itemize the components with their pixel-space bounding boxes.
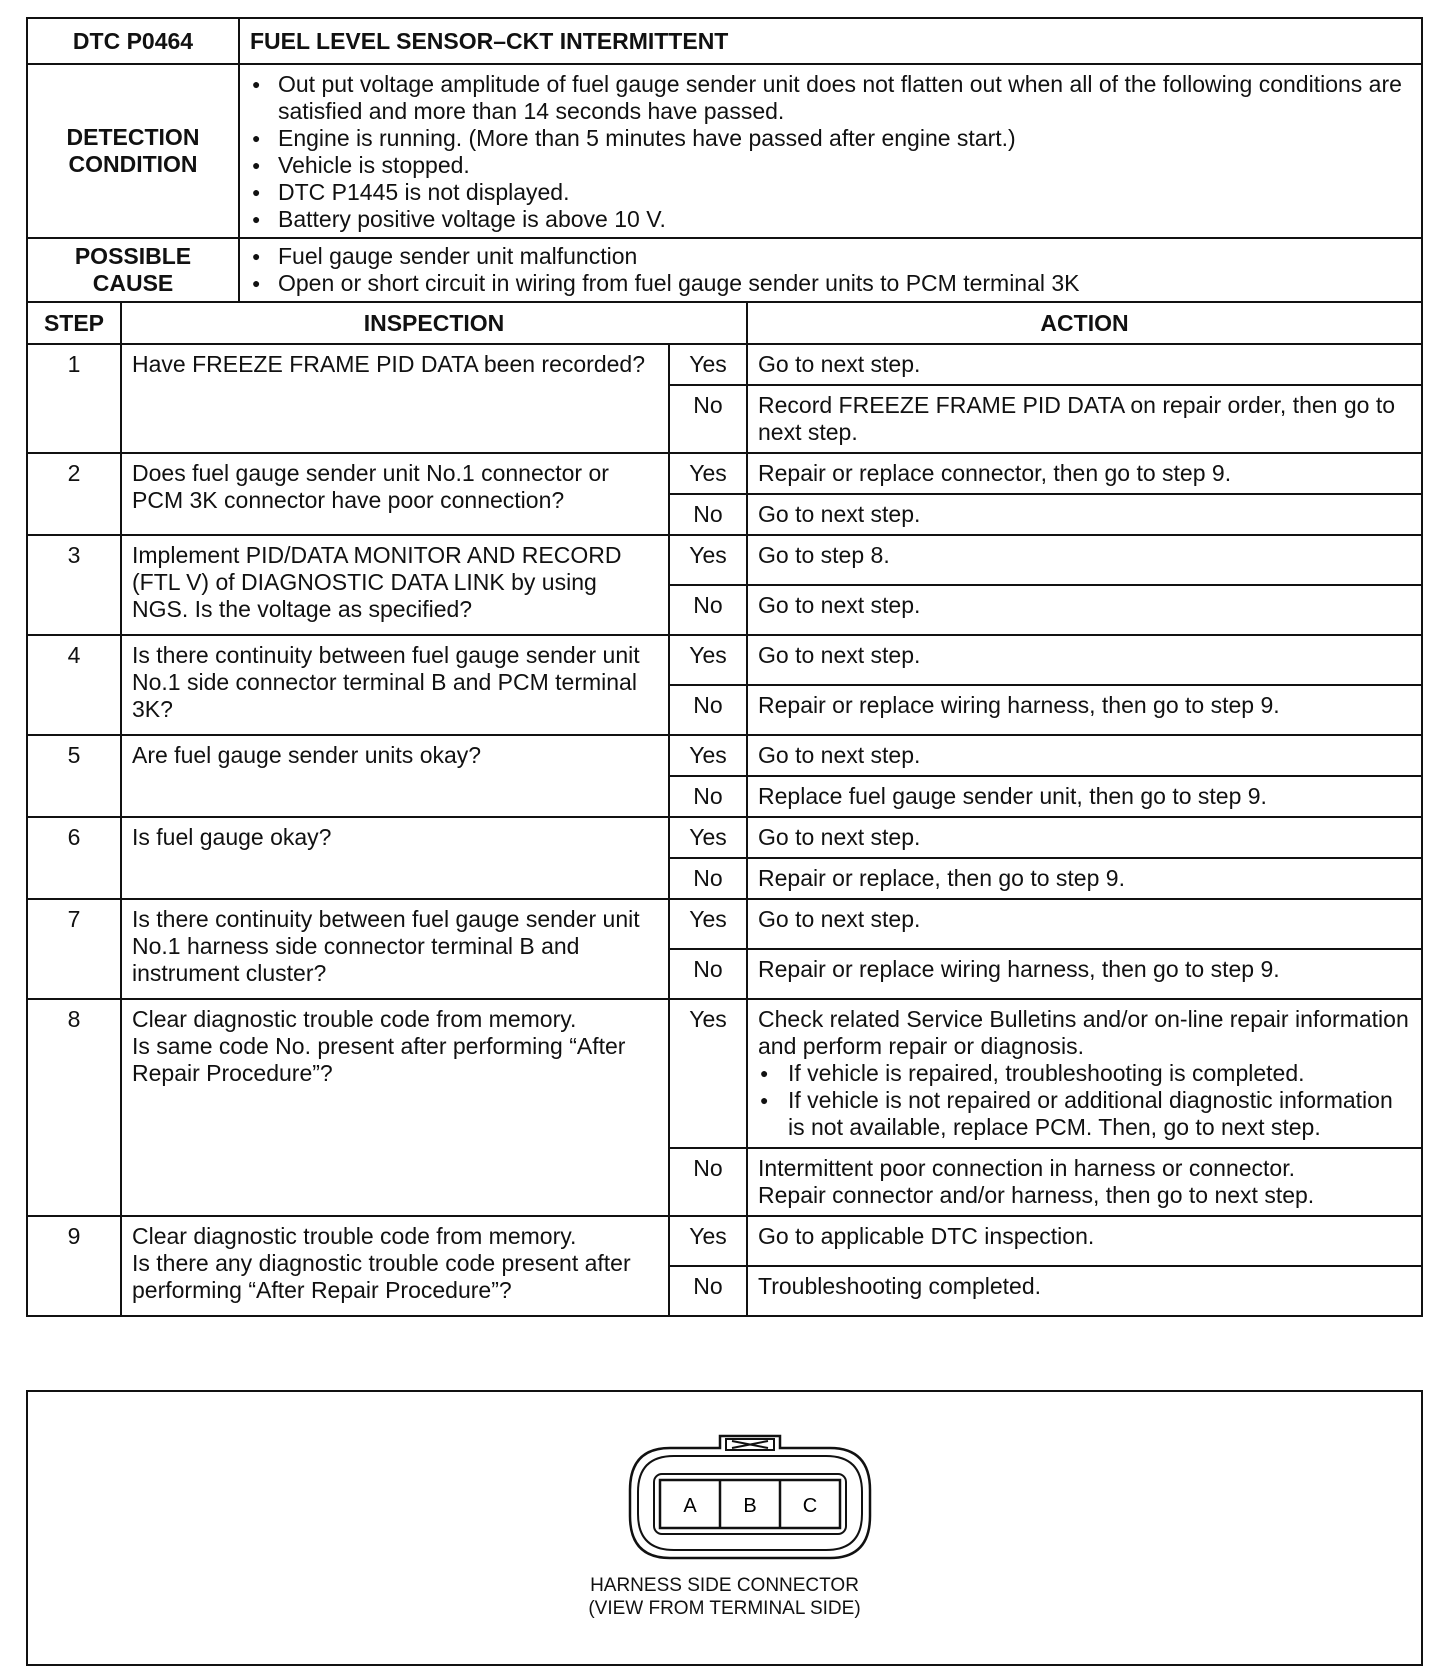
step-number: 9 <box>27 1216 121 1316</box>
yes-label: Yes <box>669 1216 747 1266</box>
detection-item: ● Battery positive voltage is above 10 V. <box>240 206 1411 233</box>
no-label: No <box>669 858 747 899</box>
detection-item: ● Engine is running. (More than 5 minutes have passed after engine start.) <box>240 125 1411 152</box>
step-inspection: Clear diagnostic trouble code from memory. Is there any diagnostic trouble code present after performing “After Repair Procedure”? <box>121 1216 669 1316</box>
terminal-c: C <box>802 1495 818 1517</box>
no-label: No <box>669 585 747 635</box>
yes-action: Go to next step. <box>747 899 1422 949</box>
no-action: Intermittent poor connection in harness or connector. Repair connector and/or harness, then go to next step. <box>747 1148 1422 1216</box>
harness-connector-diagram <box>620 1428 880 1578</box>
no-action: Go to next step. <box>747 494 1422 535</box>
no-label: No <box>669 385 747 453</box>
yes-label: Yes <box>669 635 747 685</box>
cause-item: ● Open or short circuit in wiring from fuel gauge sender units to PCM terminal 3K <box>240 270 1411 297</box>
detection-label: DETECTION CONDITION <box>27 64 239 238</box>
column-inspection: INSPECTION <box>121 302 747 344</box>
table-row <box>27 817 1422 858</box>
yes-label: Yes <box>669 344 747 385</box>
yes-action: Go to next step. <box>747 817 1422 858</box>
dtc-row <box>27 18 1422 64</box>
step-number: 3 <box>27 535 121 635</box>
yes-action: Check related Service Bulletins and/or on-line repair information and perform repair or diagnosis. ● If vehicle is repaired, troubleshooting is completed. ● If vehicle is not repaired or additional diagnostic information is not available, replace PCM. Then, go to next step. <box>747 999 1422 1148</box>
step-inspection: Clear diagnostic trouble code from memory. Is same code No. present after performing “After Repair Procedure”? <box>121 999 669 1216</box>
no-action: Repair or replace wiring harness, then go to step 9. <box>747 949 1422 999</box>
no-action: Go to next step. <box>747 585 1422 635</box>
table-row <box>27 635 1422 685</box>
cause-row <box>27 238 1422 302</box>
yes-action: Repair or replace connector, then go to step 9. <box>747 453 1422 494</box>
detection-item: ● Out put voltage amplitude of fuel gauge sender unit does not flatten out when all of the following conditions are satisfied and more than 14 seconds have passed. <box>240 71 1411 125</box>
detection-row <box>27 64 1422 238</box>
step-inspection: Is fuel gauge okay? <box>121 817 669 899</box>
cause-label: POSSIBLE CAUSE <box>27 238 239 302</box>
dtc-code: DTC P0464 <box>27 18 239 64</box>
step-inspection: Is there continuity between fuel gauge sender unit No.1 side connector terminal B and PCM terminal 3K? <box>121 635 669 735</box>
detection-item: ● DTC P1445 is not displayed. <box>240 179 1411 206</box>
inspection-steps-table <box>26 301 1423 1317</box>
step-inspection: Does fuel gauge sender unit No.1 connector or PCM 3K connector have poor connection? <box>121 453 669 535</box>
terminal-a: A <box>683 1495 697 1517</box>
no-label: No <box>669 1148 747 1216</box>
no-label: No <box>669 494 747 535</box>
action-bullet: ● If vehicle is not repaired or additional diagnostic information is not available, replace PCM. Then, go to next step. <box>758 1087 1411 1141</box>
yes-label: Yes <box>669 535 747 585</box>
yes-label: Yes <box>669 899 747 949</box>
action-bullet: ● If vehicle is repaired, troubleshooting is completed. <box>758 1060 1411 1087</box>
step-inspection: Have FREEZE FRAME PID DATA been recorded? <box>121 344 669 453</box>
step-inspection: Is there continuity between fuel gauge sender unit No.1 harness side connector terminal B and instrument cluster? <box>121 899 669 999</box>
no-label: No <box>669 685 747 735</box>
dtc-header-table <box>26 17 1423 303</box>
steps-header-row <box>27 302 1422 344</box>
step-number: 1 <box>27 344 121 453</box>
no-label: No <box>669 1266 747 1316</box>
step-inspection: Are fuel gauge sender units okay? <box>121 735 669 817</box>
no-action: Repair or replace wiring harness, then go to step 9. <box>747 685 1422 735</box>
step-number: 6 <box>27 817 121 899</box>
yes-label: Yes <box>669 817 747 858</box>
terminal-b: B <box>743 1495 757 1517</box>
step-number: 7 <box>27 899 121 999</box>
table-row <box>27 899 1422 949</box>
step-number: 5 <box>27 735 121 817</box>
step-inspection: Implement PID/DATA MONITOR AND RECORD (FTL V) of DIAGNOSTIC DATA LINK by using NGS. Is the voltage as specified? <box>121 535 669 635</box>
no-action: Replace fuel gauge sender unit, then go to step 9. <box>747 776 1422 817</box>
yes-action: Go to step 8. <box>747 535 1422 585</box>
no-label: No <box>669 949 747 999</box>
yes-label: Yes <box>669 735 747 776</box>
yes-action: Go to next step. <box>747 735 1422 776</box>
diagnostic-sheet <box>26 17 1423 1317</box>
no-action: Repair or replace, then go to step 9. <box>747 858 1422 899</box>
cause-item: ● Fuel gauge sender unit malfunction <box>240 243 1411 270</box>
no-action: Troubleshooting completed. <box>747 1266 1422 1316</box>
possible-causes <box>239 238 1422 302</box>
table-row <box>27 735 1422 776</box>
table-row <box>27 344 1422 385</box>
dtc-title: FUEL LEVEL SENSOR–CKT INTERMITTENT <box>239 18 1422 64</box>
latch-mark-icon <box>732 1441 768 1448</box>
table-row <box>27 453 1422 494</box>
detection-item: ● Vehicle is stopped. <box>240 152 1411 179</box>
table-row <box>27 535 1422 585</box>
step-number: 2 <box>27 453 121 535</box>
table-row <box>27 999 1422 1148</box>
yes-label: Yes <box>669 453 747 494</box>
yes-action: Go to next step. <box>747 344 1422 385</box>
no-label: No <box>669 776 747 817</box>
connector-caption: HARNESS SIDE CONNECTOR (VIEW FROM TERMINAL SIDE) <box>588 1575 861 1619</box>
column-action: ACTION <box>747 302 1422 344</box>
column-step: STEP <box>27 302 121 344</box>
yes-action: Go to next step. <box>747 635 1422 685</box>
step-number: 8 <box>27 999 121 1216</box>
connector-figure <box>26 1390 1423 1666</box>
step-number: 4 <box>27 635 121 735</box>
no-action: Record FREEZE FRAME PID DATA on repair order, then go to next step. <box>747 385 1422 453</box>
yes-action: Go to applicable DTC inspection. <box>747 1216 1422 1266</box>
yes-label: Yes <box>669 999 747 1148</box>
table-row <box>27 1216 1422 1266</box>
detection-conditions <box>239 64 1422 238</box>
